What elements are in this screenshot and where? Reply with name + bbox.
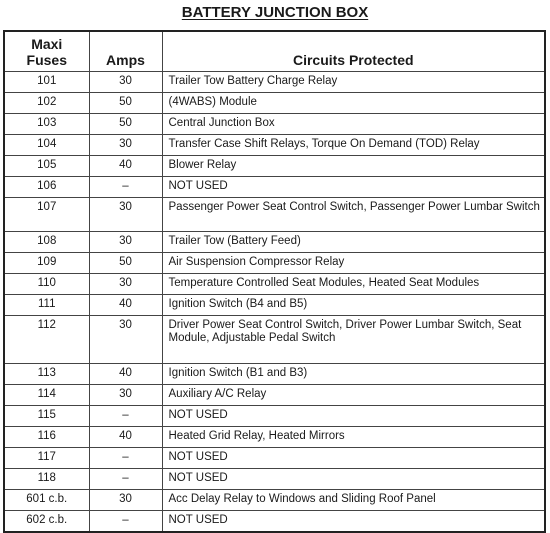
circuit-cell: Central Junction Box [162,113,545,134]
circuit-cell: NOT USED [162,176,545,197]
header-maxi-fuses-line1: Maxi [31,35,63,52]
fuse-cell: 111 [4,294,89,315]
table-row [4,315,545,363]
table-row [4,252,545,273]
amps-cell: – [89,468,162,489]
table-row [4,384,545,405]
header-maxi-fuses [4,31,89,71]
amps-cell: 30 [89,273,162,294]
amps-cell: 30 [89,197,162,231]
fuse-cell: 108 [4,231,89,252]
amps-cell: 40 [89,155,162,176]
table-row [4,510,545,532]
page-title [0,4,550,21]
fuse-cell: 106 [4,176,89,197]
circuit-cell: Passenger Power Seat Control Switch, Passenger Power Lumbar Switch [162,197,545,231]
circuit-cell: Blower Relay [162,155,545,176]
amps-cell: 50 [89,113,162,134]
amps-cell: 30 [89,315,162,363]
fuse-cell: 601 c.b. [4,489,89,510]
circuit-cell: Ignition Switch (B4 and B5) [162,294,545,315]
table-row [4,176,545,197]
fuse-cell: 115 [4,405,89,426]
circuit-cell: Temperature Controlled Seat Modules, Heated Seat Modules [162,273,545,294]
circuit-cell: NOT USED [162,510,545,532]
amps-cell: 50 [89,92,162,113]
table-row [4,113,545,134]
table-header-row [4,31,545,71]
header-maxi-fuses-line2: Fuses [26,51,67,68]
circuit-cell: Auxiliary A/C Relay [162,384,545,405]
fuse-cell: 117 [4,447,89,468]
fuse-cell: 102 [4,92,89,113]
circuit-cell: NOT USED [162,405,545,426]
fuse-cell: 109 [4,252,89,273]
circuit-cell: (4WABS) Module [162,92,545,113]
header-amps: Amps [89,31,162,71]
amps-cell: – [89,176,162,197]
page-title-text: BATTERY JUNCTION BOX [181,4,369,21]
fuse-cell: 104 [4,134,89,155]
table-row [4,426,545,447]
fuse-cell: 105 [4,155,89,176]
table-row [4,134,545,155]
amps-cell: – [89,405,162,426]
fuse-cell: 103 [4,113,89,134]
fuse-table [3,30,546,533]
amps-cell: 30 [89,231,162,252]
table-row [4,405,545,426]
amps-cell: 30 [89,71,162,92]
fuse-cell: 113 [4,363,89,384]
table-row [4,489,545,510]
circuit-cell: Trailer Tow Battery Charge Relay [162,71,545,92]
circuit-cell: NOT USED [162,468,545,489]
fuse-cell: 602 c.b. [4,510,89,532]
fuse-cell: 112 [4,315,89,363]
circuit-cell: NOT USED [162,447,545,468]
fuse-cell: 118 [4,468,89,489]
table-row [4,71,545,92]
table-row [4,294,545,315]
fuse-cell: 101 [4,71,89,92]
table-row [4,468,545,489]
table-row [4,273,545,294]
table-row [4,92,545,113]
amps-cell: 40 [89,363,162,384]
circuit-cell: Air Suspension Compressor Relay [162,252,545,273]
table-row [4,155,545,176]
fuse-cell: 107 [4,197,89,231]
fuse-cell: 114 [4,384,89,405]
table-row [4,197,545,231]
fuse-cell: 110 [4,273,89,294]
amps-cell: – [89,510,162,532]
circuit-cell: Acc Delay Relay to Windows and Sliding Roof Panel [162,489,545,510]
table-row [4,447,545,468]
amps-cell: 40 [89,426,162,447]
table-row [4,363,545,384]
table-row [4,231,545,252]
amps-cell: 30 [89,134,162,155]
fuse-cell: 116 [4,426,89,447]
circuit-cell: Trailer Tow (Battery Feed) [162,231,545,252]
amps-cell: 40 [89,294,162,315]
circuit-cell: Driver Power Seat Control Switch, Driver Power Lumbar Switch, Seat Module, Adjustable Pedal Switch [162,315,545,363]
circuit-cell: Heated Grid Relay, Heated Mirrors [162,426,545,447]
amps-cell: 50 [89,252,162,273]
fuse-table-body [4,71,545,532]
amps-cell: 30 [89,384,162,405]
circuit-cell: Ignition Switch (B1 and B3) [162,363,545,384]
header-circuits-protected: Circuits Protected [162,31,545,71]
amps-cell: 30 [89,489,162,510]
circuit-cell: Transfer Case Shift Relays, Torque On Demand (TOD) Relay [162,134,545,155]
amps-cell: – [89,447,162,468]
